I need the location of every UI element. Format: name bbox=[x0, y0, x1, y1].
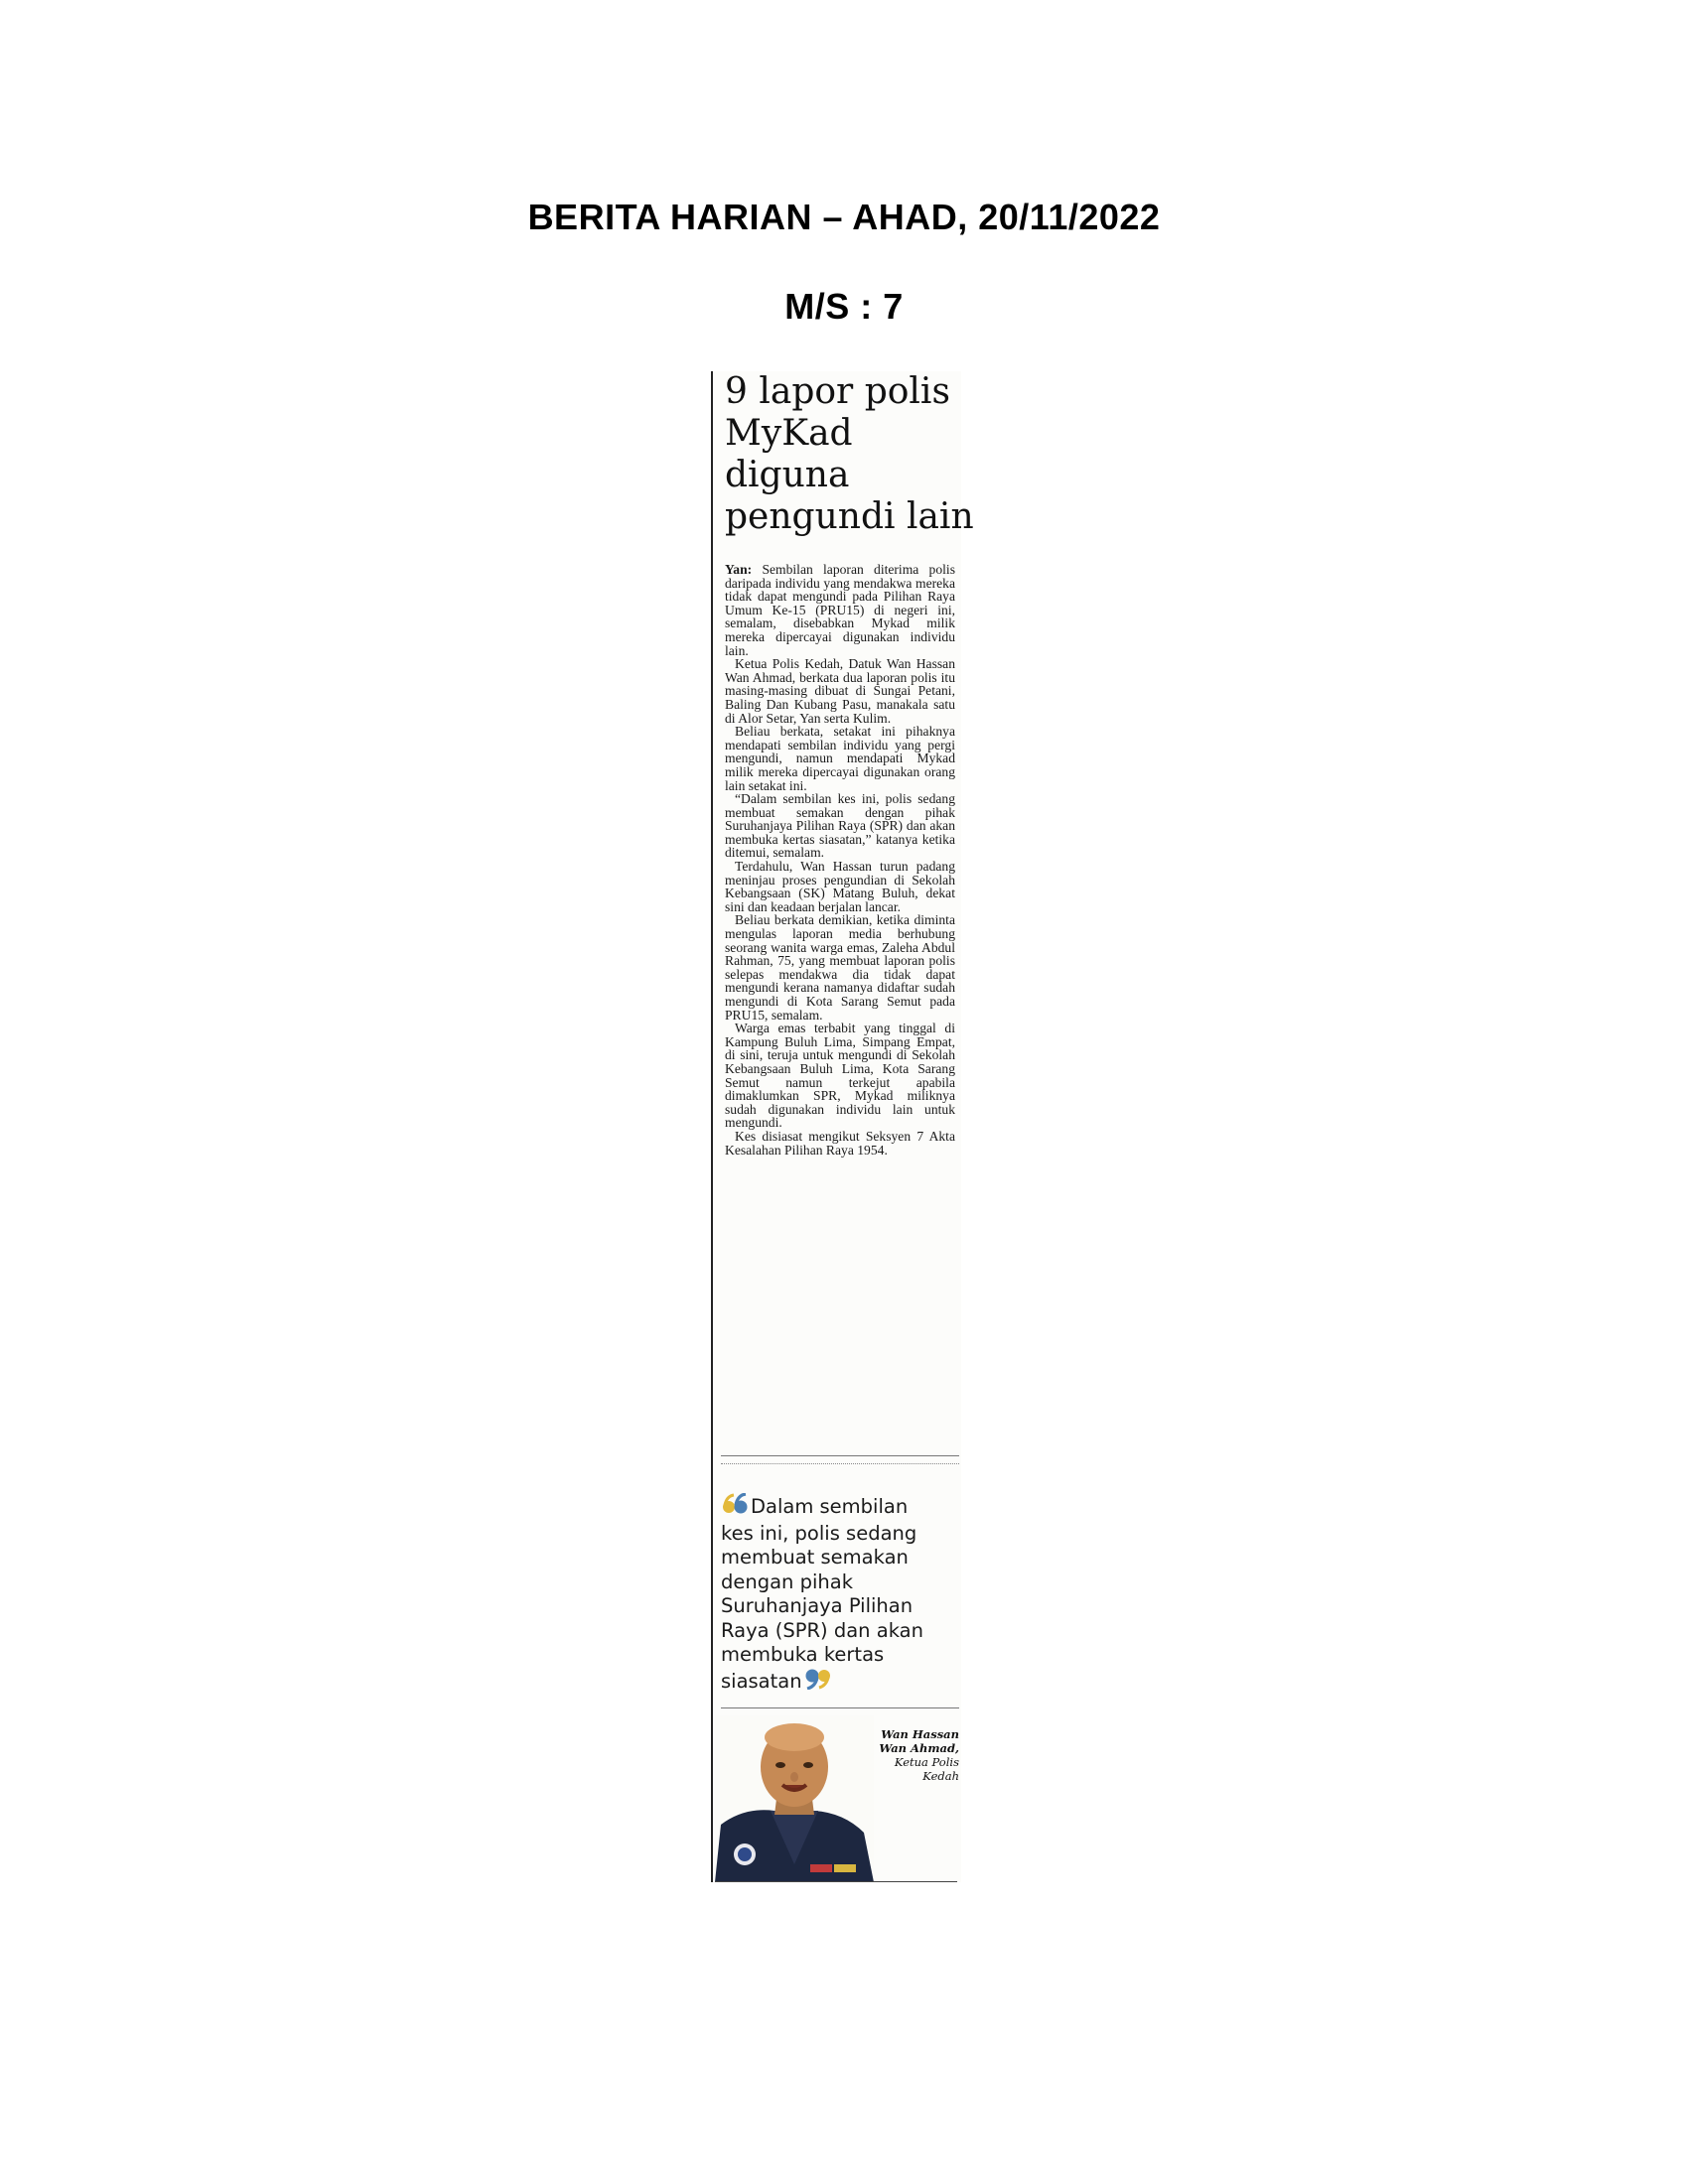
document-source-header: BERITA HARIAN – AHAD, 20/11/2022 bbox=[527, 197, 1161, 237]
quote-line: Suruhanjaya Pilihan bbox=[721, 1594, 914, 1617]
headline-line: 9 lapor polis bbox=[725, 371, 950, 412]
divider-rule bbox=[721, 1707, 959, 1708]
article-body bbox=[725, 563, 955, 1157]
open-quote-icon bbox=[721, 1493, 751, 1522]
caption-name: Wan Hassan Wan Ahmad, bbox=[879, 1727, 959, 1755]
page-number-header: M/S : 7 bbox=[784, 286, 904, 327]
headline-line: MyKad bbox=[725, 413, 853, 454]
article-paragraph bbox=[725, 563, 955, 657]
quote-line: kes ini, polis sedang bbox=[721, 1521, 917, 1545]
caption-role: Ketua Polis Kedah bbox=[894, 1755, 959, 1783]
article-paragraph: Warga emas terbabit yang tinggal di Kampung Buluh Lima, Simpang Empat, di sini, teruja untuk mengundi di Sekolah Kebangsaan Buluh Lima, Kota Sarang Semut namun terkejut apabila dimaklumkan SPR, Mykad miliknya sudah digunakan individu lain untuk mengundi. bbox=[725, 1021, 955, 1131]
quote-line: Dalam sembilan bbox=[751, 1494, 909, 1518]
article-paragraph: Terdahulu, Wan Hassan turun padang meninjau proses pengundian di Sekolah Kebangsaan (SK) Matang Buluh, dekat sini dan keadaan berjalan lancar. bbox=[725, 859, 955, 914]
divider-rule bbox=[715, 1881, 957, 1882]
pull-quote bbox=[721, 1493, 959, 1696]
headline-line: diguna bbox=[725, 455, 850, 495]
article-paragraph: Beliau berkata demikian, ketika diminta mengulas laporan media berhubung seorang wanita warga emas, Zaleha Abdul Rahman, 75, yang membuat laporan polis selepas mendakwa dia tidak dapat mengundi kerana namanya didaftar sudah mengundi di Kota Sarang Semut pada PRU15, semalam. bbox=[725, 912, 955, 1023]
article-dateline: Yan: bbox=[725, 562, 753, 577]
paragraph-text: Sembilan laporan diterima polis daripada individu yang mendakwa mereka tidak dapat mengundi pada Pilihan Raya Umum Ke-15 (PRU15) di negeri ini, semalam, disebabkan Mykad milik mereka dipercayai digunakan individu lain. bbox=[725, 562, 955, 658]
quote-line: membuat semakan bbox=[721, 1546, 909, 1569]
quote-line: siasatan bbox=[721, 1669, 802, 1693]
newspaper-clipping bbox=[711, 371, 974, 1882]
quote-line: membuka kertas bbox=[721, 1643, 885, 1666]
portrait-photo bbox=[715, 1715, 874, 1882]
divider-rule bbox=[721, 1463, 959, 1464]
divider-rule bbox=[721, 1455, 959, 1456]
article-headline bbox=[725, 371, 974, 538]
photo-caption bbox=[860, 1727, 959, 1783]
close-quote-icon bbox=[802, 1668, 832, 1697]
article-paragraph: Ketua Polis Kedah, Datuk Wan Hassan Wan Ahmad, berkata dua laporan polis itu masing-masing dibuat di Sungai Petani, Baling Dan Kubang Pasu, manakala satu di Alor Setar, Yan serta Kulim. bbox=[725, 656, 955, 726]
article-paragraph: Beliau berkata, setakat ini pihaknya mendapati sembilan individu yang pergi mengundi, namun mendapati Mykad milik mereka dipercayai digunakan orang lain setakat ini. bbox=[725, 724, 955, 793]
article-paragraph: “Dalam sembilan kes ini, polis sedang membuat semakan dengan pihak Suruhanjaya Pilihan Raya (SPR) dan akan membuka kertas siasatan,” katanya ketika ditemui, semalam. bbox=[725, 791, 955, 861]
article-paragraph: Kes disiasat mengikut Seksyen 7 Akta Kesalahan Pilihan Raya 1954. bbox=[725, 1128, 955, 1158]
quote-line: dengan pihak bbox=[721, 1570, 854, 1593]
quote-line: Raya (SPR) dan akan bbox=[721, 1618, 923, 1642]
headline-line: pengundi lain bbox=[725, 496, 974, 537]
